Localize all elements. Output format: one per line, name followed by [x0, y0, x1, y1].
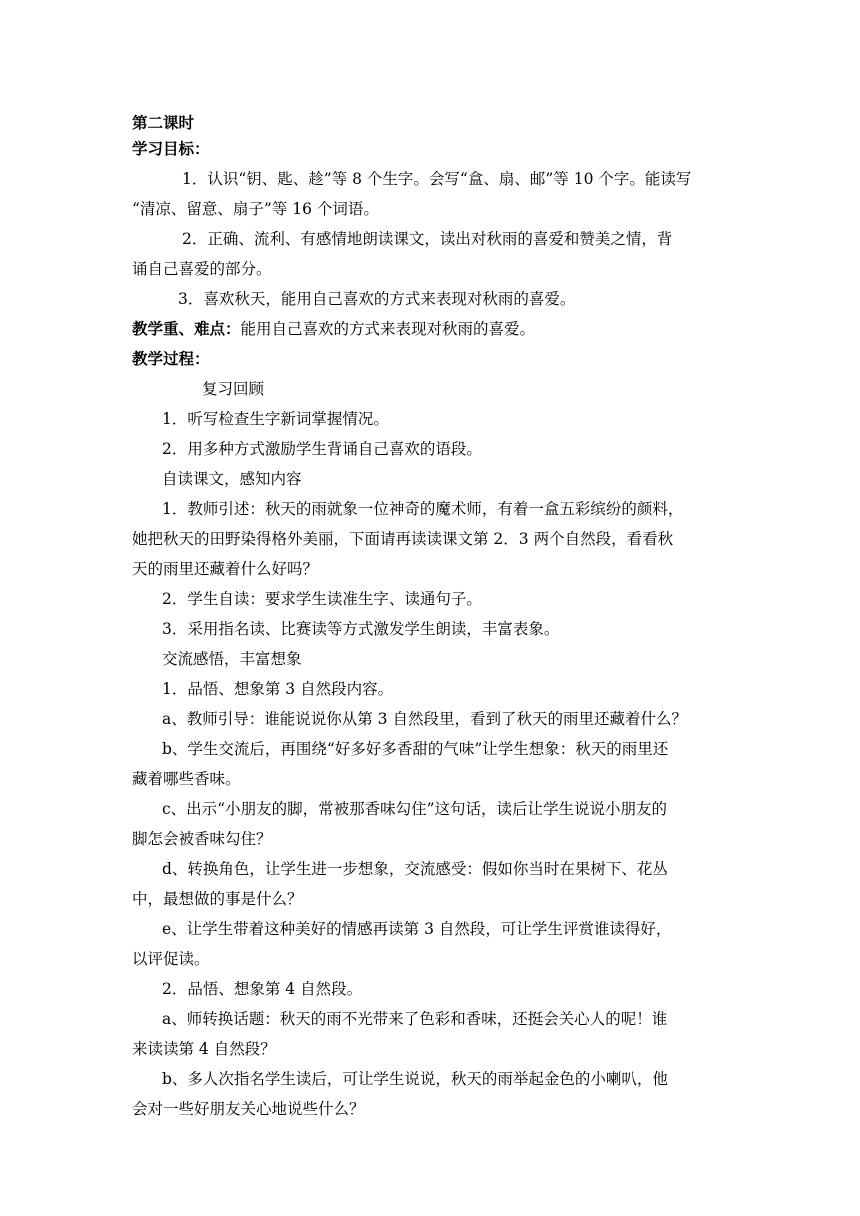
document-page — [132, 110, 732, 1122]
objective-2-line-2: 诵自己喜爱的部分。 — [132, 260, 272, 278]
key-points-text: 能用自己喜欢的方式来表现对秋雨的喜爱。 — [240, 320, 536, 338]
review-heading: 复习回顾 — [202, 380, 265, 398]
exchange-part-2: 2．品悟、想象第 4 自然段。 — [162, 980, 363, 998]
review-item-1: 1．听写检查生字新词掌握情况。 — [162, 410, 389, 428]
self-read-heading: 自读课文，感知内容 — [162, 470, 302, 488]
self-read-item-1-line-1: 1．教师引述：秋天的雨就象一位神奇的魔术师，有着一盒五彩缤纷的颜料， — [162, 500, 684, 518]
review-item-2: 2．用多种方式激励学生背诵自己喜欢的语段。 — [162, 440, 482, 458]
objective-1-line-1: 1．认识“钥、匙、趁”等 8 个生字。会写“盒、扇、邮”等 10 个字。能读写 — [182, 170, 692, 188]
exchange-part-1: 1．品悟、想象第 3 自然段内容。 — [162, 680, 394, 698]
objective-1-line-2: “清凉、留意、扇子”等 16 个词语。 — [132, 200, 379, 218]
process-heading: 教学过程： — [132, 349, 210, 368]
exchange-c-line-2: 脚怎会被香味勾住？ — [132, 830, 272, 848]
exchange-b-line-2: 藏着哪些香味。 — [132, 770, 241, 788]
exchange-c-line-1: c、出示“小朋友的脚，常被那香味勾住”这句话，读后让学生说说小朋友的 — [162, 800, 668, 818]
exchange-a: a、教师引导：谁能说说你从第 3 自然段里，看到了秋天的雨里还藏着什么？ — [162, 710, 687, 728]
exchange-d-line-2: 中，最想做的事是什么？ — [132, 890, 303, 908]
self-read-item-1-line-3: 天的雨里还藏着什么好吗？ — [132, 560, 319, 578]
lesson-title: 第二课时 — [132, 113, 195, 132]
exchange-a2-line-1: a、师转换话题：秋天的雨不光带来了色彩和香味，还挺会关心人的呢！谁 — [162, 1010, 668, 1028]
exchange-heading: 交流感悟，丰富想象 — [162, 650, 302, 668]
self-read-item-3: 3．采用指名读、比赛读等方式激发学生朗读，丰富表象。 — [162, 620, 560, 638]
exchange-b-line-1: b、学生交流后，再围绕“好多好多香甜的气味”让学生想象：秋天的雨里还 — [162, 740, 669, 758]
objective-2-line-1: 2．正确、流利、有感情地朗读课文，读出对秋雨的喜爱和赞美之情，背 — [182, 230, 673, 248]
self-read-item-1-line-2: 她把秋天的田野染得格外美丽，下面请再读读课文第 2．3 两个自然段，看看秋 — [132, 530, 674, 548]
key-points-label: 教学重、难点： — [132, 319, 241, 338]
exchange-d-line-1: d、转换角色，让学生进一步想象，交流感受：假如你当时在果树下、花丛 — [162, 860, 668, 878]
exchange-b2-line-2: 会对一些好朋友关心地说些什么？ — [132, 1100, 365, 1118]
exchange-e-line-2: 以评促读。 — [132, 950, 210, 968]
key-points — [132, 316, 732, 342]
objectives-heading: 学习目标： — [132, 139, 210, 158]
exchange-b2-line-1: b、多人次指名学生读后，可让学生说说，秋天的雨举起金色的小喇叭，他 — [162, 1070, 668, 1088]
exchange-a2-line-2: 来读读第 4 自然段？ — [132, 1040, 276, 1058]
self-read-item-2: 2．学生自读：要求学生读准生字、读通句子。 — [162, 590, 482, 608]
objective-3: 3．喜欢秋天，能用自己喜欢的方式来表现对秋雨的喜爱。 — [178, 290, 576, 308]
exchange-e-line-1: e、让学生带着这种美好的情感再读第 3 自然段，可让学生评赏谁读得好， — [162, 920, 672, 938]
